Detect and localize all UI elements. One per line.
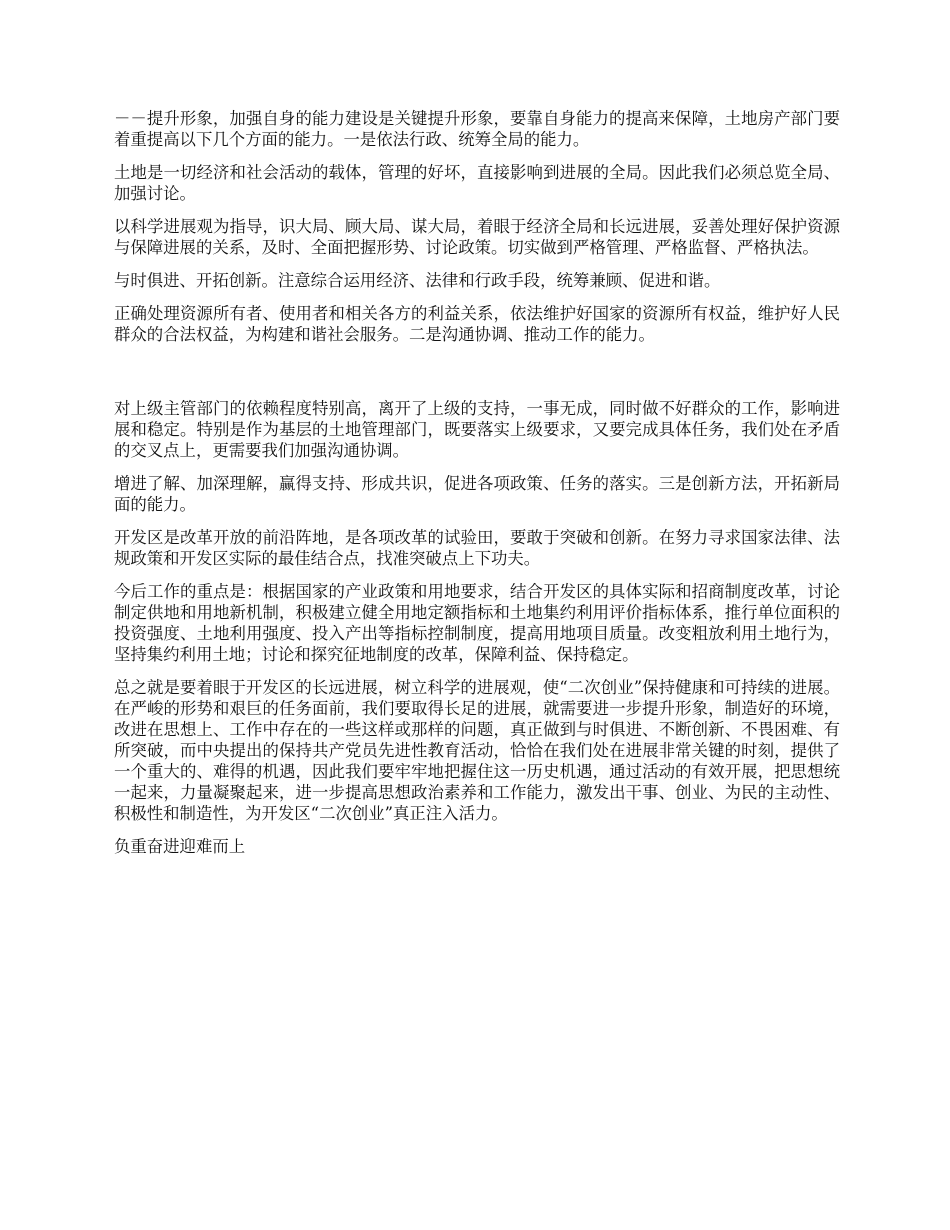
- paragraph-9: 今后工作的重点是：根据国家的产业政策和用地要求，结合开发区的具体实际和招商制度改革，讨论制定供地和用地新机制，积极建立健全用地定额指标和土地集约利用评价指标体系，推行单位面积的投资强度、土地利用强度、投入产出等指标控制制度，提高用地项目质量。改变粗放利用土地行为，坚持集约利用土地；讨论和探究征地制度的改革，保障利益、保持稳定。: [114, 582, 840, 664]
- paragraph-1: －－提升形象，加强自身的能力建设是关键提升形象，要靠自身能力的提高来保障，土地房产部门要着重提高以下几个方面的能力。一是依法行政、统筹全局的能力。: [114, 109, 840, 149]
- paragraph-2: 土地是一切经济和社会活动的载体，管理的好坏，直接影响到进展的全局。因此我们必须总览全局、加强讨论。: [114, 163, 840, 203]
- paragraph-8: 开发区是改革开放的前沿阵地，是各项改革的试验田，要敢于突破和创新。在努力寻求国家法律、法规政策和开发区实际的最佳结合点，找准突破点上下功夫。: [114, 528, 840, 568]
- paragraph-10: 总之就是要着眼于开发区的长远进展，树立科学的进展观，使“二次创业”保持健康和可持续的进展。在严峻的形势和艰巨的任务面前，我们要取得长足的进展，就需要进一步提升形象，制造好的环境，改进在思想上、工作中存在的一些这样或那样的问题，真正做到与时俱进、不断创新、不畏困难、有所突破，而中央提出的保持共产党员先进性教育活动，恰恰在我们处在进展非常关键的时刻，提供了一个重大的、难得的机遇，因此我们要牢牢地把握住这一历史机遇，通过活动的有效开展，把思想统一起来，力量凝聚起来，进一步提高思想政治素养和工作能力，激发出干事、创业、为民的主动性、积极性和制造性，为开发区“二次创业”真正注入活力。: [114, 678, 840, 823]
- paragraph-11: 负重奋进迎难而上: [114, 837, 246, 856]
- document-body: [114, 108, 840, 869]
- paragraph-7: 增进了解、加深理解，赢得支持、形成共识，促进各项政策、任务的落实。三是创新方法，开拓新局面的能力。: [114, 474, 840, 514]
- paragraph-5: 正确处理资源所有者、使用者和相关各方的利益关系，依法维护好国家的资源所有权益，维护好人民群众的合法权益，为构建和谐社会服务。二是沟通协调、推动工作的能力。: [114, 304, 840, 344]
- paragraph-6: 对上级主管部门的依赖程度特别高，离开了上级的支持，一事无成，同时做不好群众的工作，影响进展和稳定。特别是作为基层的土地管理部门，既要落实上级要求，又要完成具体任务，我们处在矛盾的交叉点上，更需要我们加强沟通协调。: [114, 399, 840, 460]
- paragraph-4: 与时俱进、开拓创新。注意综合运用经济、法律和行政手段，统筹兼顾、促进和谐。: [114, 271, 721, 290]
- paragraph-3: 以科学进展观为指导，识大局、顾大局、谋大局，着眼于经济全局和长远进展，妥善处理好保护资源与保障进展的关系，及时、全面把握形势、讨论政策。切实做到严格管理、严格监督、严格执法。: [114, 217, 840, 257]
